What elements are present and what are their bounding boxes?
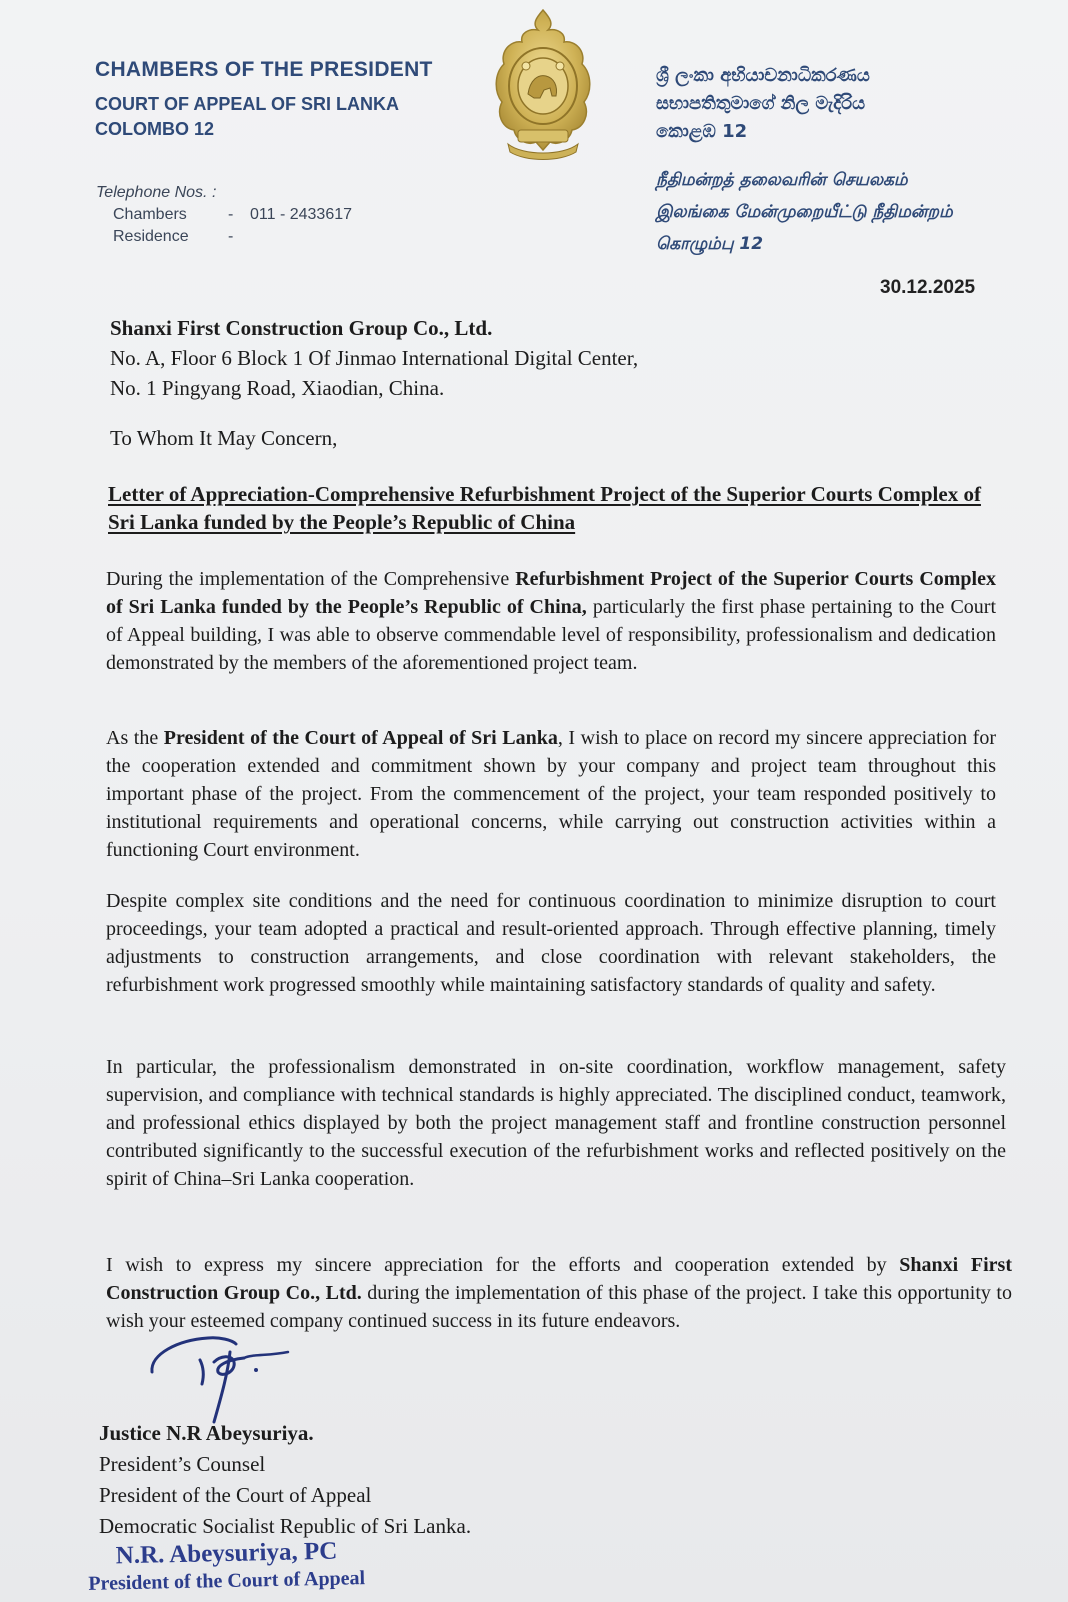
paragraph-2-text-a: As the xyxy=(106,727,164,749)
letterhead-sinhala xyxy=(656,62,870,146)
letterhead-tamil-line3: கொழும்பு 12 xyxy=(656,234,764,254)
letterhead-tamil xyxy=(656,164,953,260)
signatory-title-1: President’s Counsel xyxy=(99,1452,266,1476)
letterhead-tamil-line1: நீதிமன்றத் தலைவரின் செயலகம் xyxy=(656,170,908,190)
recipient-address xyxy=(110,313,638,403)
paragraph-5 xyxy=(106,1251,1012,1335)
recipient-address-line2: No. 1 Pingyang Road, Xiaodian, China. xyxy=(110,376,445,400)
official-stamp xyxy=(87,1537,365,1596)
stamp-name: N.R. Abeysuriya, PC xyxy=(115,1537,338,1570)
chambers-label: Chambers xyxy=(113,206,187,223)
paragraph-5-company-name: Shanxi First Construction Group Co., Ltd. xyxy=(106,1254,1012,1304)
letterhead-chambers-title: CHAMBERS OF THE PRESIDENT xyxy=(95,58,433,81)
chambers-number: 011 - 2433617 xyxy=(250,206,353,223)
paragraph-3: Despite complex site conditions and the need for continuous coordination to minimize disruption to court proceedings, your team adopted a practical and result-oriented approach. Through effective planning, timely adjustments to construction arrangements, and close coordination with relevant stakeholders, the refurbishment work progressed smoothly while maintaining satisfactory standards of quality and safety. xyxy=(106,890,996,996)
paragraph-2-office-name: President of the Court of Appeal of Sri Lanka xyxy=(163,727,558,749)
paragraph-5-text-c: during the implementation of this phase of the project. I take this opportunity to wish your esteemed company continued success in its future endeavors. xyxy=(106,1282,1012,1332)
subject-line: Letter of Appreciation-Comprehensive Refurbishment Project of the Superior Courts Complex of Sri Lanka funded by the People’s Republic of China xyxy=(108,482,981,534)
letterhead-sinhala-line3: කොළඹ 12 xyxy=(656,121,748,142)
paragraph-5-text-a: I wish to express my sincere appreciation for the efforts and cooperation extended by xyxy=(106,1254,900,1276)
handwritten-signature xyxy=(148,1332,318,1432)
signatory-title-2: President of the Court of Appeal xyxy=(99,1483,372,1507)
letterhead-sinhala-line2: සභාපතිතුමාගේ නිල මැදිරිය xyxy=(656,93,866,114)
stamp-title: President of the Court of Appeal xyxy=(88,1567,366,1595)
letterhead-city: COLOMBO 12 xyxy=(95,119,215,139)
letterhead-tamil-line2: இலங்கை மேன்முறையீட்டு நீதிமன்றம் xyxy=(656,202,953,222)
residence-label: Residence xyxy=(113,228,189,245)
recipient-name: Shanxi First Construction Group Co., Ltd. xyxy=(110,316,493,340)
letter-date: 30.12.2025 xyxy=(880,277,976,298)
telephone-block xyxy=(96,184,352,246)
letterhead-english xyxy=(95,58,433,140)
paragraph-1-text-a: During the implementation of the Comprehensive xyxy=(106,568,516,590)
recipient-address-line1: No. A, Floor 6 Block 1 Of Jinmao International Digital Center, xyxy=(110,346,639,370)
signatory-block xyxy=(99,1418,471,1542)
paragraph-2 xyxy=(106,724,996,864)
telephone-residence-row xyxy=(96,228,352,246)
greeting: To Whom It May Concern, xyxy=(110,426,338,450)
paragraph-1-text-c: particularly the first phase pertaining to the Court of Appeal building, I was able to observe commendable level of responsibility, professionalism and dedication demonstrated by the members of the aforementioned project team. xyxy=(106,596,996,674)
chambers-separator: - xyxy=(228,206,234,223)
paragraph-1 xyxy=(106,565,996,677)
paragraph-4: In particular, the professionalism demonstrated in on-site coordination, workflow management, safety supervision, and compliance with technical standards is highly appreciated. The disciplined conduct, teamwork, and professional ethics displayed by both the project management staff and frontline construction personnel contributed significantly to the successful execution of the refurbishment works and reflected positively on the spirit of China–Sri Lanka cooperation. xyxy=(106,1056,1006,1190)
letterhead-sinhala-line1: ශ්‍රී ලංකා අභියාචනාධිකරණය xyxy=(656,65,870,86)
letterhead-court-name: COURT OF APPEAL OF SRI LANKA xyxy=(95,94,400,114)
signatory-title-3: Democratic Socialist Republic of Sri Lanka. xyxy=(99,1514,472,1538)
sri-lanka-emblem-icon xyxy=(488,4,598,164)
paragraph-1-project-name: Refurbishment Project of the Superior Courts Complex of Sri Lanka funded by the People’s Republic of China, xyxy=(106,568,996,618)
telephone-label: Telephone Nos. : xyxy=(96,184,217,201)
residence-separator: - xyxy=(228,228,234,245)
signatory-name: Justice N.R Abeysuriya. xyxy=(99,1421,314,1445)
telephone-chambers-row xyxy=(96,206,352,224)
paragraph-2-text-c: , I wish to place on record my sincere appreciation for the cooperation extended and commitment shown by your company and project team throughout this important phase of the project. From the commencement of the project, your team responded positively to institutional requirements and operational concerns, while carrying out construction activities within a functioning Court environment. xyxy=(106,727,997,861)
